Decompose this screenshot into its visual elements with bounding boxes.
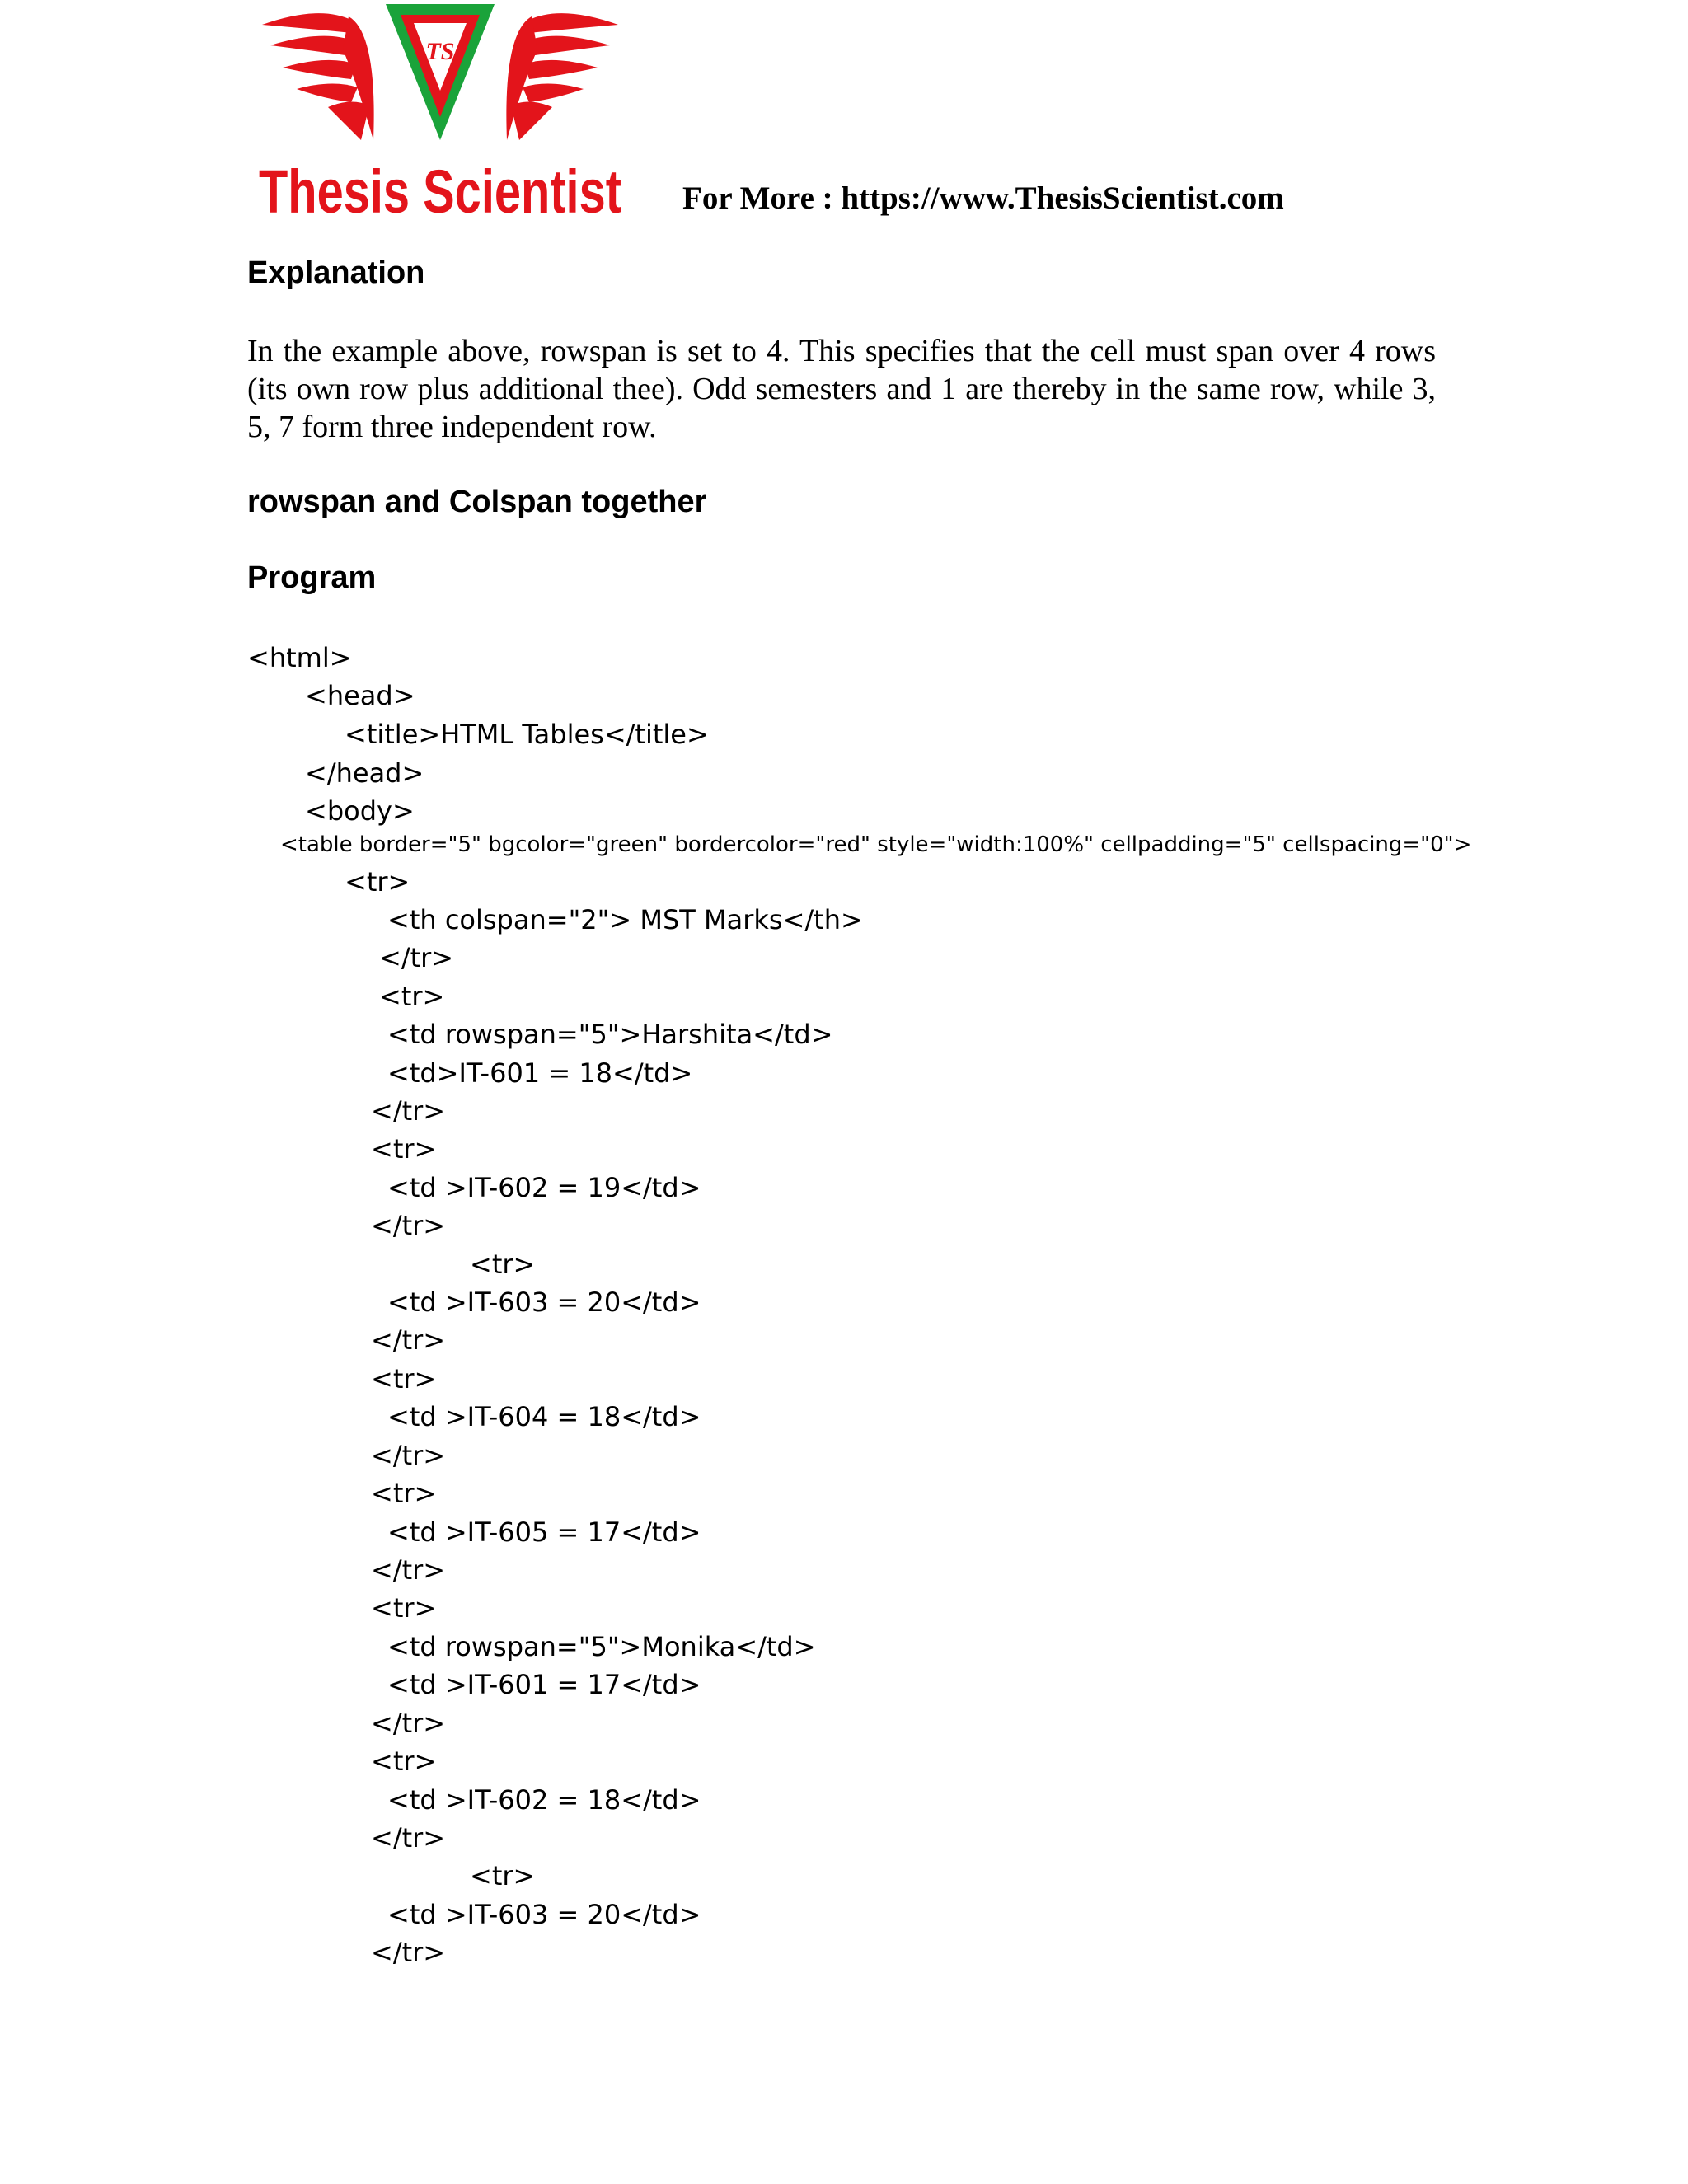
code-line: <tr> [345,866,410,898]
rowspan-colspan-heading: rowspan and Colspan together [247,485,707,519]
code-line: </tr> [371,1937,446,1968]
code-line: <html> [247,642,352,673]
code-line: <td rowspan="5">Harshita</td> [387,1019,833,1050]
code-line: <td >IT-602 = 18</td> [387,1784,701,1816]
code-line: <tr> [371,1592,437,1624]
code-line: <title>HTML Tables</title> [345,719,709,750]
explanation-paragraph: In the example above, rowspan is set to 4. This specifies that the cell must span over 4 rows (its own row plus additional thee). Odd semesters and 1 are thereby in the same row, while 3, 5, 7 form three independent row. [247,334,1436,444]
code-line: </tr> [371,1708,446,1739]
program-heading: Program [247,560,377,595]
code-line: </tr> [371,1095,446,1127]
code-line: <td >IT-604 = 18</td> [387,1401,701,1432]
explanation-heading: Explanation [247,255,425,290]
code-line: </tr> [371,1440,446,1471]
code-line: </tr> [379,942,454,973]
logo-wordmark: Thesis Scientist [259,157,621,226]
code-line: <td>IT-601 = 18</td> [387,1057,693,1089]
code-line: <body> [305,795,415,827]
code-line: <td >IT-603 = 20</td> [387,1899,701,1930]
code-line: <tr> [371,1363,437,1394]
code-line: <table border="5" bgcolor="green" bordercolor="red" style="width:100%" cellpadding="5" cellspacing="0"> [280,832,1472,857]
code-line: <th colspan="2"> MST Marks</th> [387,904,863,935]
code-line: <td >IT-603 = 20</td> [387,1286,701,1318]
code-line: <tr> [371,1133,437,1165]
code-line: <tr> [379,981,445,1012]
code-line: <tr> [470,1860,536,1891]
code-line: </tr> [371,1210,446,1241]
website-link[interactable]: For More : https://www.ThesisScientist.com [682,180,1284,216]
code-line: </tr> [371,1324,446,1356]
code-line: </tr> [371,1554,446,1586]
code-line: </head> [305,757,424,789]
svg-text:TS: TS [425,38,455,65]
code-line: <tr> [371,1746,437,1777]
code-line: <td >IT-601 = 17</td> [387,1669,701,1700]
code-line: <td rowspan="5">Monika</td> [387,1631,816,1662]
code-line: <tr> [371,1478,437,1509]
code-line: <head> [305,680,415,711]
code-line: <tr> [470,1249,536,1280]
code-line: <td >IT-605 = 17</td> [387,1516,701,1548]
code-line: </tr> [371,1822,446,1854]
code-line: <td >IT-602 = 19</td> [387,1172,701,1203]
